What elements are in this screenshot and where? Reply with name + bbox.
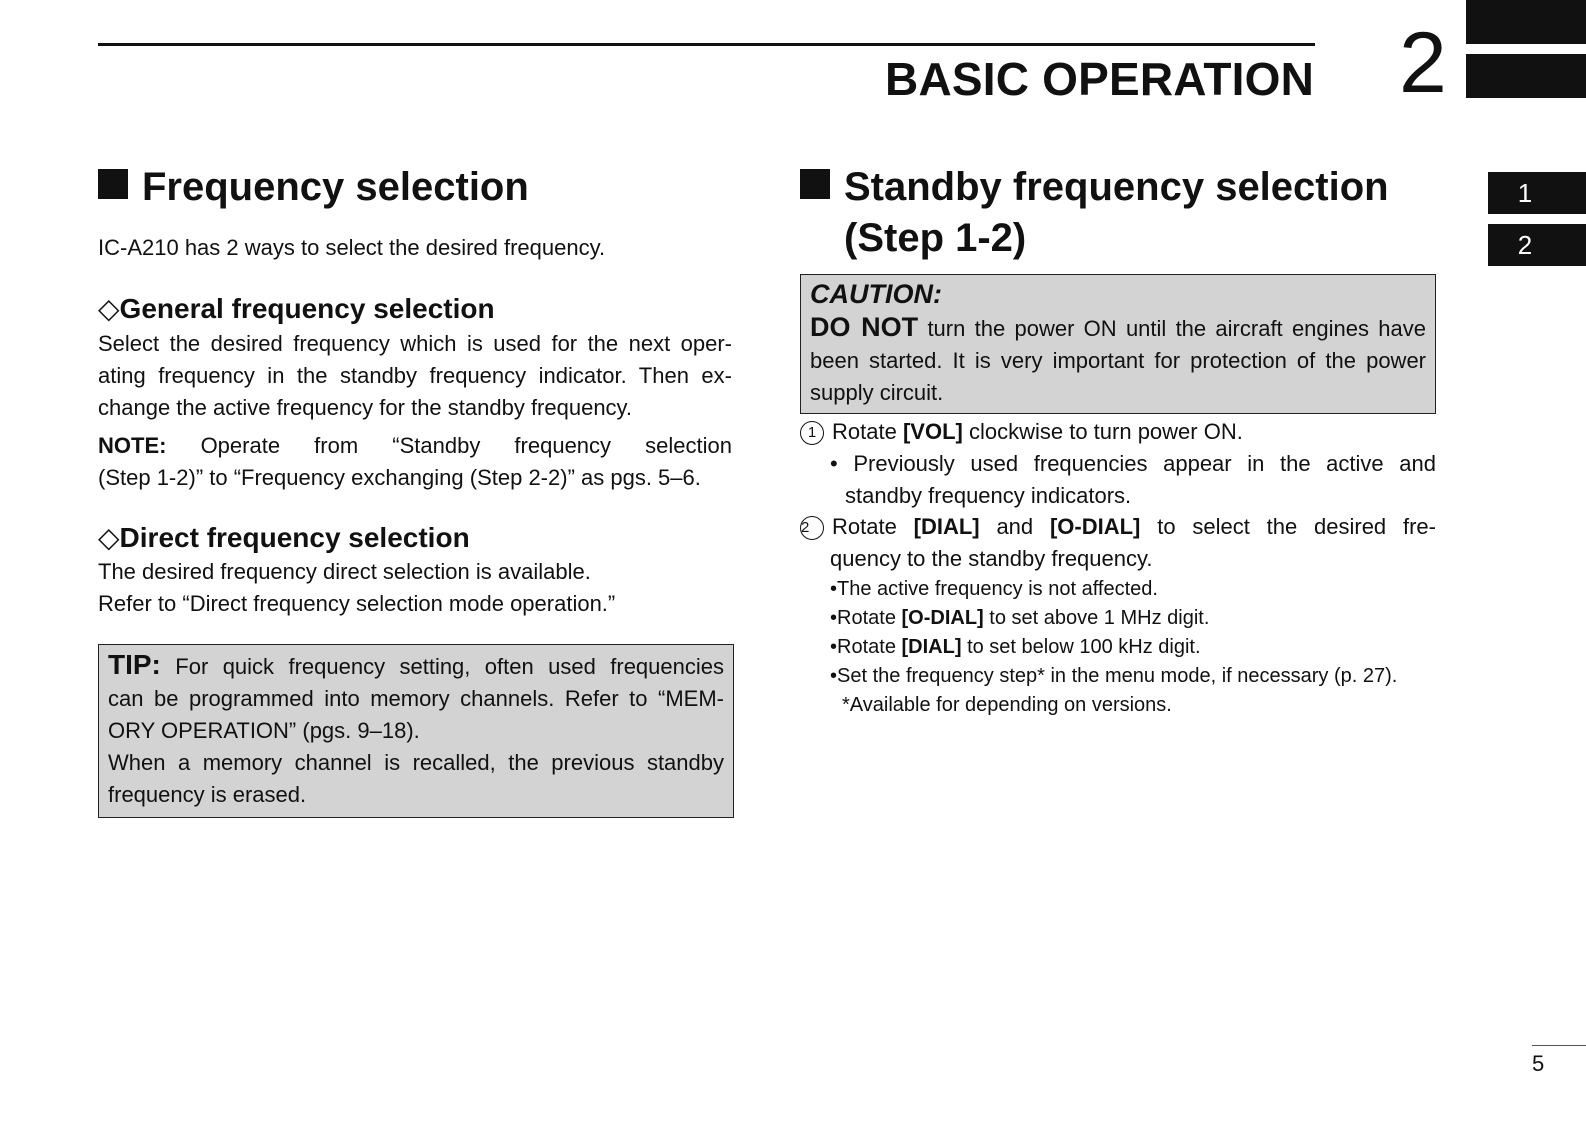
caution-label: CAUTION: — [810, 279, 942, 309]
chapter-title: BASIC OPERATION — [885, 53, 1314, 105]
general-frequency-heading: ◇General frequency selection — [98, 293, 495, 324]
standby-frequency-heading: Standby frequency selection (Step 1-2) — [800, 162, 1389, 264]
page-number-rule — [1532, 1045, 1586, 1046]
intro-text: IC-A210 has 2 ways to select the desired frequency. — [98, 235, 606, 260]
note-label: NOTE: — [98, 433, 167, 458]
square-bullet-icon — [800, 169, 830, 199]
tip-label: TIP: — [108, 649, 161, 680]
tip-box: TIP: For quick frequency setting, often used frequencies can be programmed into memory channels. Refer to “MEM- ORY OPERATION” (pgs. 9–18). When a memory channel is recalled, the previous standby frequency is erased. — [98, 644, 734, 818]
chapter-tab-bottom — [1466, 54, 1586, 98]
vol-key: [VOL] — [902, 419, 963, 444]
bullet-icon: • — [830, 451, 838, 476]
diamond-icon: ◇ — [98, 293, 120, 324]
step-2-bullets: •The active frequency is not affected. •Rotate [O-DIAL] to set above 1 MHz digit. •Rotate [DIAL] to set below 100 kHz digit. •Set the frequency step* in the menu mode, if necessary (p. 27). *Available for depending on versions. — [830, 575, 1450, 720]
note-text: NOTE: Operate from “Standby frequency selection (Step 1-2)” to “Frequency exchanging (Step 2-2)” as pgs. 5–6. — [98, 433, 732, 490]
general-frequency-body: Select the desired frequency which is used for the next oper- ating frequency in the standby frequency indicator. Then ex- change the active frequency for the standby frequency. — [98, 331, 732, 420]
header-rule — [98, 43, 1315, 46]
step-number-2: 2 — [800, 516, 824, 540]
direct-frequency-heading: ◇Direct frequency selection — [98, 522, 470, 553]
footnote: *Available for depending on versions. — [842, 694, 1172, 716]
chapter-number: 2 — [1399, 15, 1447, 111]
chapter-tab-top — [1466, 0, 1586, 44]
step-number-1: 1 — [800, 421, 824, 445]
page-number: 5 — [1532, 1051, 1545, 1076]
direct-frequency-body: The desired frequency direct selection is available. Refer to “Direct frequency selection mode operation.” — [98, 559, 616, 616]
caution-box: CAUTION: DO NOT turn the power ON until the aircraft engines have been started. It is very important for protection of the power supply circuit. — [800, 274, 1436, 414]
frequency-selection-heading: Frequency selection — [98, 162, 529, 213]
square-bullet-icon — [98, 169, 128, 199]
diamond-icon: ◇ — [98, 522, 120, 553]
step-1: 1 Rotate [VOL] clockwise to turn power ON. • Previously used frequencies appear in the active and standby frequency indicators. — [800, 416, 1436, 512]
side-tab-2[interactable]: 2 — [1488, 224, 1586, 266]
o-dial-key: [O-DIAL] — [1049, 514, 1141, 539]
side-tab-1[interactable]: 1 — [1488, 172, 1586, 214]
step-2: 2 Rotate [DIAL] and [O-DIAL] to select the desired fre- quency to the standby frequency. — [801, 514, 1436, 571]
dial-key: [DIAL] — [913, 514, 980, 539]
